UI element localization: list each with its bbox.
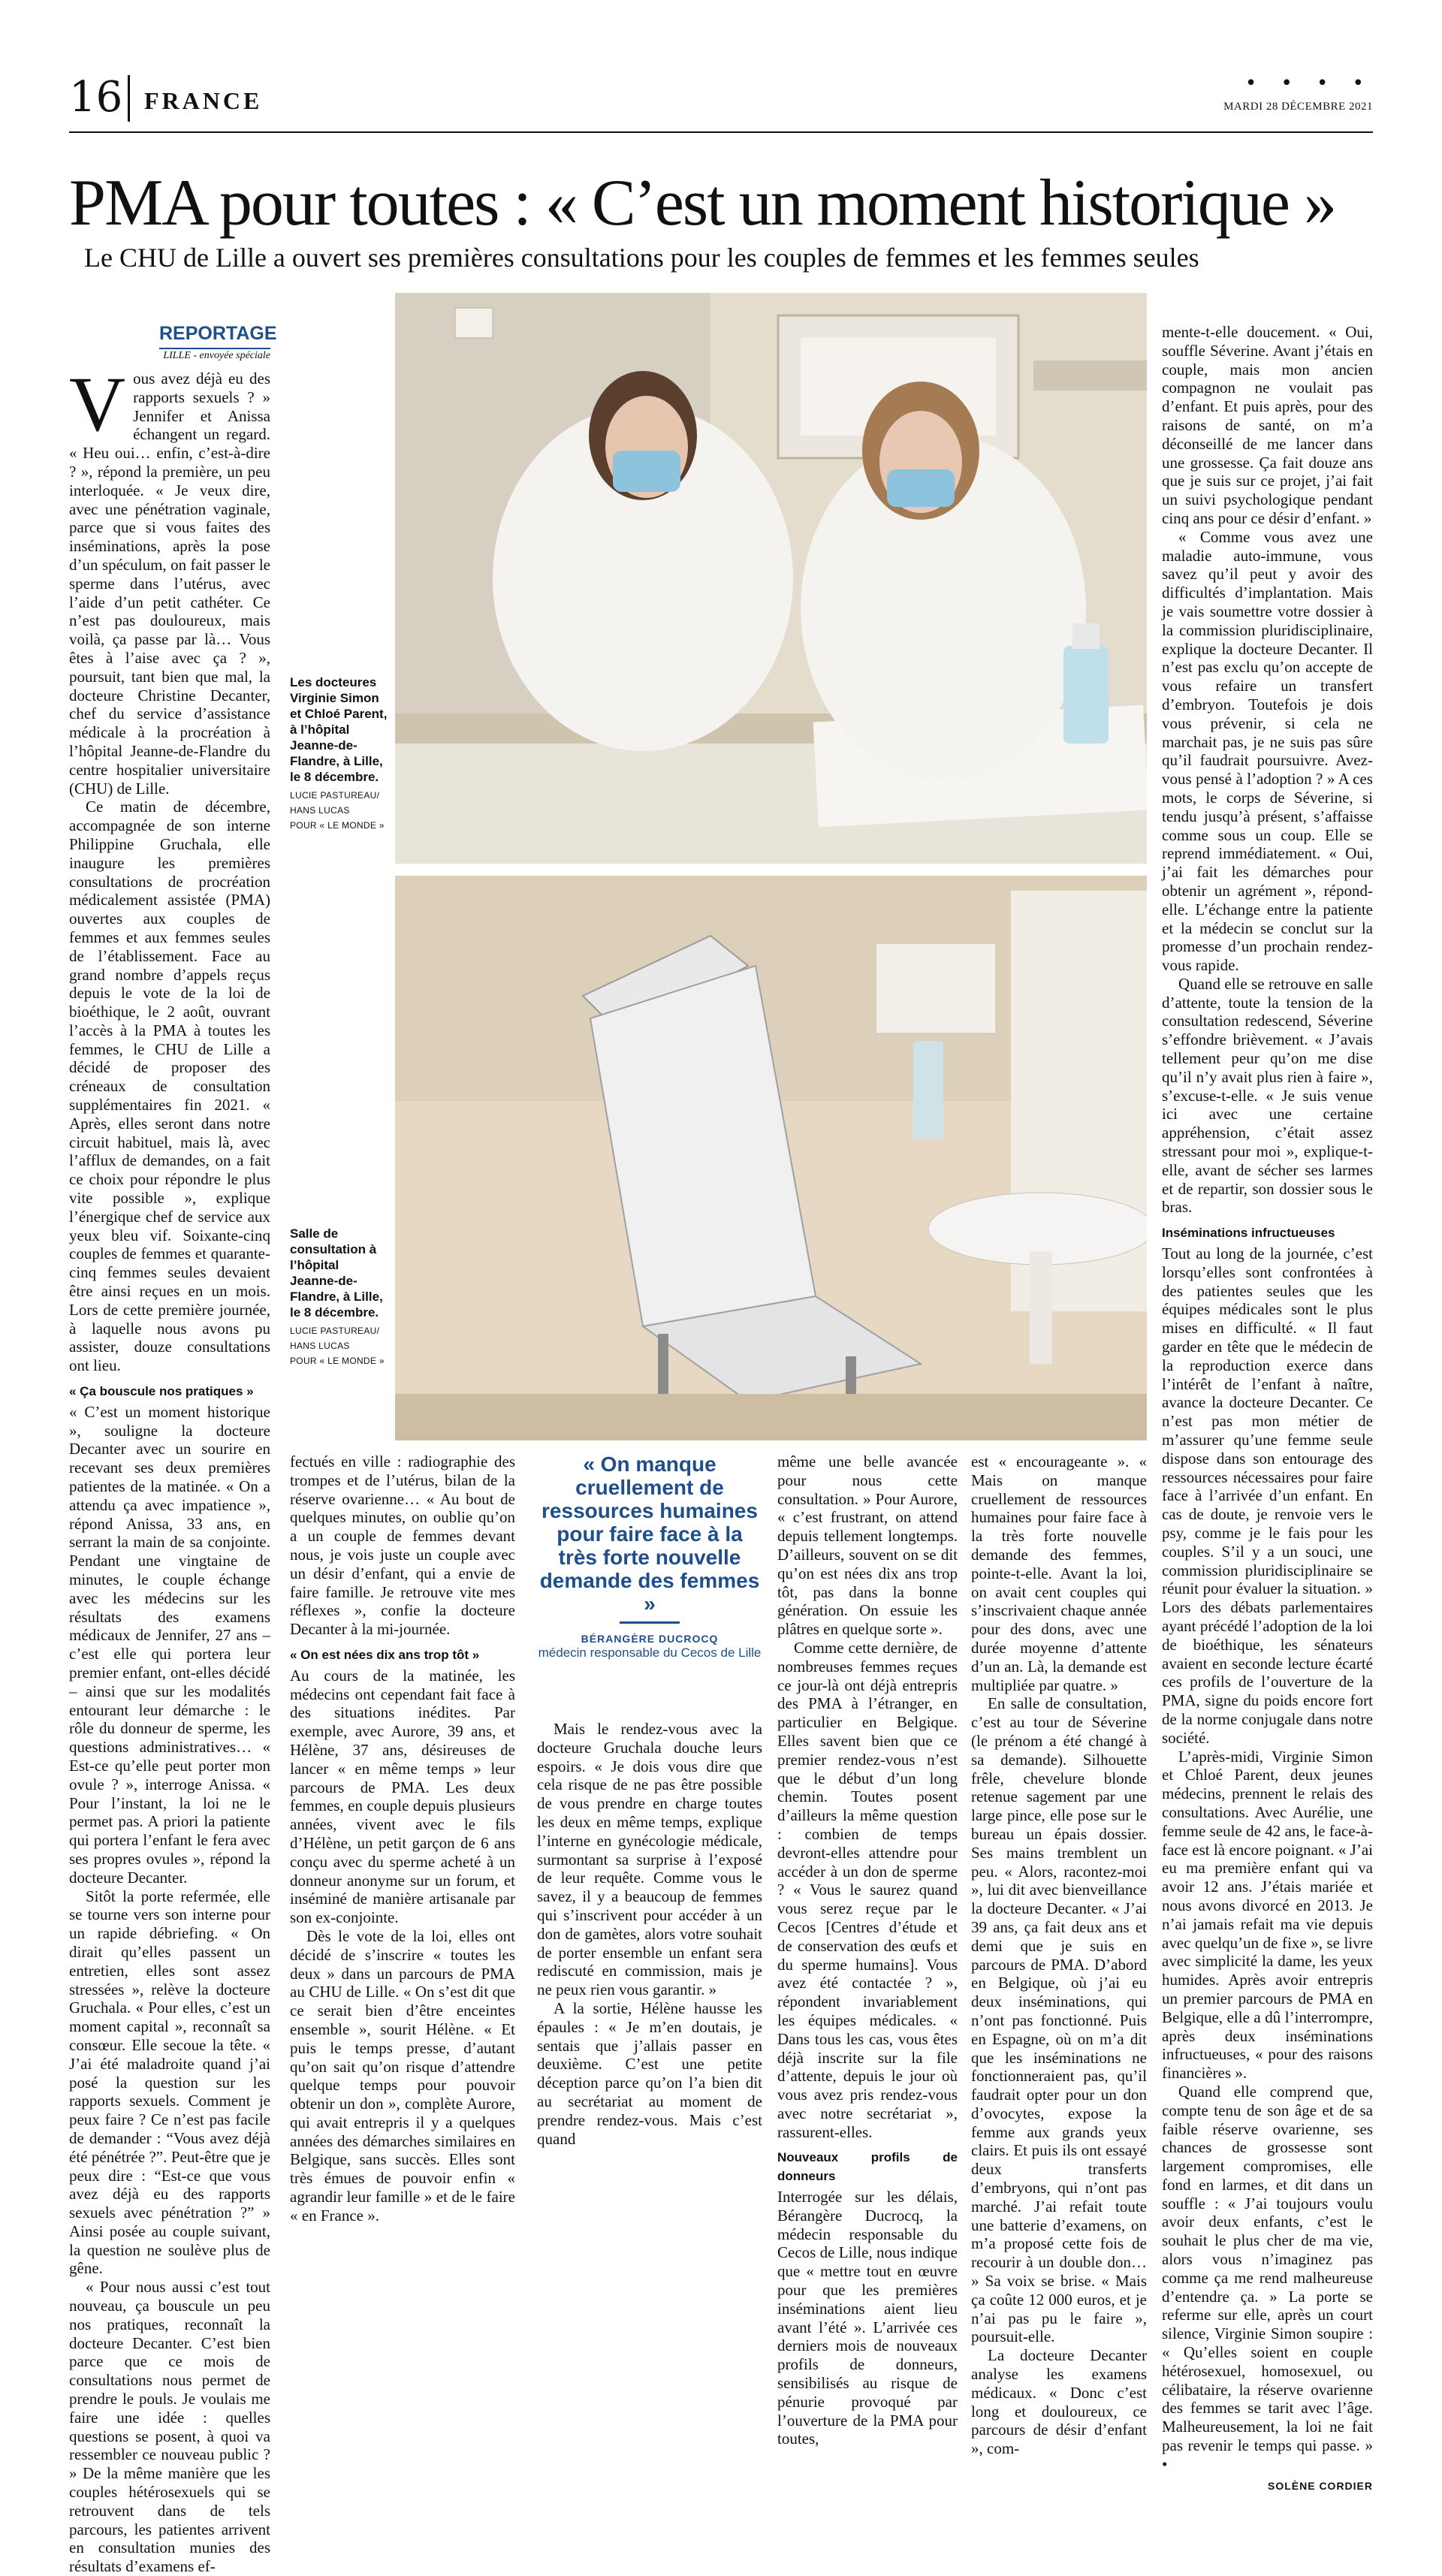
header-rule [69,131,1373,133]
paragraph: A la sortie, Hélène hausse les épaules : « Je m’en doutais, je sentais que j’allais passer en deuxième. C’est une petite déception parce qu’on l’a bien dit au secrétariat au moment de prendre rendez-vous. Mais c’est quand [537,1998,762,2148]
publication-date: MARDI 28 DÉCEMBRE 2021 [1223,101,1373,113]
headline: PMA pour toutes : « C’est un moment historique » [69,167,1335,240]
pull-quote-rule [620,1621,680,1624]
photo-doctors-illustration [395,293,1147,864]
page-number-divider [128,75,130,122]
paragraph: Quand elle comprend que, compte tenu de son âge et de sa faible réserve ovarienne, ses chances de grossesse sont largement compromises, elle fond en larmes, et dit dans un souffle : « J’ai toujours voulu avoir deux enfants, c’est le souhait le plus cher de ma vie, alors vous n’imaginez pas comme ça me rend malheureuse d’entendre ça. » La porte se referme sur elle, après un court silence, Virginie Simon soupire : « Qu’elles soient en couple hétérosexuel, homosexuel, ou célibataire, la réserve ovarienne des femmes se tarit avec l’âge. Malheureusement, la loi ne fait pas revenir le temps qui passe. » • [1162,2082,1373,2473]
paragraph: mente-t-elle doucement. « Oui, souffle Séverine. Avant j’étais en couple, mais mon ancien compagnon ne voulait pas d’enfant. Et puis après, pour des raisons de santé, on m’a déconseillé de me lancer dans une grossesse. Ça fait douze ans que je suis sur ce projet, j’ai fait un suivi psychologique pendant cinq ans pour ce désir d’enfant. » [1162,323,1373,527]
photo-2-credit-line-3: POUR « LE MONDE » [290,1356,385,1366]
paragraph: Interrogée sur les délais, Bérangère Ducrocq, la médecin responsable du Cecos de Lille, nous indique que « mettre tout en œuvre pour que les premières inséminations aient lieu avant l’été ». L’arrivée ces derniers mois de nouveaux profils de donneurs, sensibilisés au risque de pénurie provoqué par l’ouverture de la PMA pour toutes, [777,2188,958,2448]
photo-1-credit-line-2: HANS LUCAS [290,805,350,816]
pull-quote-text: « On manque cruellement de ressources humaines pour faire face à la très forte nouvelle demande des femmes » [539,1452,760,1615]
photo-doctors [395,293,1147,864]
photo-2-credit-line-2: HANS LUCAS [290,1341,350,1351]
lead-paragraph [69,361,270,798]
section-label: FRANCE [144,87,263,114]
intertitle: Inséminations infructueuses [1162,1226,1335,1241]
pull-quote [537,1452,762,1661]
paragraph: Ce matin de décembre, accompagnée de son interne Philippine Gruchala, elle inaugure les premières consultations de procréation médicalement assistée (PMA) ouvertes aux couples de femmes et aux femmes seules de l’établissement. Face au grand nombre d’appels reçus depuis le vote de la loi de bioéthique, le 2 août, ouvrant l’accès à la PMA à toutes les femmes, le CHU de Lille a décidé de proposer des créneaux de consultation supplémentaires fin 2021. « Après, elles seront dans notre circuit habituel, mais là, avec l’afflux de demandes, on a fait ce choix pour répondre le plus vite possible », explique l’énergique chef de service aux yeux bleu vif. Soixante-cinq couples de femmes et quarante-cinq femmes seules devaient être ainsi reçues en un mois. Lors de cette première journée, à laquelle nous avons pu assister, douze consultations ont lieu. [69,798,270,1375]
paragraph: En salle de consultation, c’est au tour de Séverine (le prénom a été changé à sa demande). Silhouette frêle, chevelure blonde retenue sagement par une large pince, elle pose sur le bureau un épais dossier. Ses mains tremblent un peu. « Alors, racontez-moi », lui dit avec bienveillance la docteure Decanter. « J’ai 39 ans, ça fait deux ans et demi que je suis en parcours de PMA. D’abord en Belgique, où j’ai eu deux inséminations, qui n’ont pas fonctionné. Puis en Espagne, où on m’a dit que les inséminations ne fonctionneraient pas, qu’il faudrait opter pour un don d’ovocytes, expose la femme aux grands yeux clairs. Et puis ils ont essayé deux transferts d’embryons, qui n’ont pas marché. J’ai refait toute une batterie d’examens, on m’a proposé cette fois de recourir à un double don… » Sa voix se brise. « Mais ça coûte 12 000 euros, et je n’ai pas pu le faire », poursuit-elle. [971,1694,1147,2346]
article-column-5 [971,1452,1147,2458]
photo-consultation-room-illustration [395,876,1147,1440]
page-number: 16 [69,73,123,122]
photo-1-caption-wrapper [290,674,389,833]
paragraph: Sitôt la porte refermée, elle se tourne vers son interne pour un rapide débriefing. « On dirait qu’elles passent un entretien, elles sont assez stressées », relève la docteure Gruchala. « Pour elles, c’est un moment capital », reconnaît sa consœur. Elle secoue la tête. « J’ai été maladroite quand j’ai posé la question sur les rapports sexuels. Comment je peux faire ? Ce n’est pas facile de demander : “Vous avez déjà été pénétrée ?”. Peut-être que je peux dire : “Est-ce que vous avez déjà eu des rapports sexuels avec pénétration ?” » Ainsi posée au couple suivant, la question ne soulève plus de gêne. [69,1887,270,2278]
article-column-2 [290,1452,515,2225]
subheadline: Le CHU de Lille a ouvert ses premières consultations pour les couples de femmes et les femmes seules [84,243,1199,273]
article-column-1 [69,361,270,2576]
paragraph: Mais le rendez-vous avec la docteure Gruchala douche leurs espoirs. « Je dois vous dire que cela risque de ne pas être possible de vous prendre en charge toutes les deux en même temps, explique l’interne en gynécologie médicale, surmontant sa surprise à l’exposé de leur requête. Comme vous le savez, il y a beaucoup de femmes qui s’inscrivent pour accéder à un don de gamètes, alors votre souhait de porter ensemble un enfant sera rediscuté en commission, mais je ne peux rien vous garantir. » [537,1720,762,1999]
intertitle: « Ça bouscule nos pratiques » [69,1384,254,1399]
masthead-dots: • • • • [1244,72,1373,95]
intertitle: Nouveaux profils de donneurs [777,2150,958,2184]
article-column-3 [537,1720,762,2148]
rubric-label: REPORTAGE [159,323,270,349]
paragraph-text: ous avez déjà eu des rapports sexuels ? » Jennifer et Anissa échangent un regard. « Heu oui… enfin, c’est-à-dire ? », répond la première, un peu interloquée. « Je veux dire, avec une pénétration vaginale, parce que si vous faites des inséminations, après la pose d’un spéculum, on fait passer le sperme dans l’utérus, avec l’aide d’un petit cathéter. Ce n’est pas douloureux, mais voilà, ça passe par là… Vous êtes à l’aise avec ça ? », poursuit, tant bien que mal, la docteure Christine Decanter, chef du service d’assistance médicale à la procréation à l’hôpital Jeanne-de-Flandre du centre hospitalier universitaire (CHU) de Lille. [69,370,270,798]
paragraph: Quand elle se retrouve en salle d’attente, toute la tension de la consultation redescend, Séverine s’effondre brièvement. « J’avais tellement peur qu’on me dise qu’il n’y avait plus rien à faire », s’excuse-t-elle. « Je suis venue ici avec une certaine appréhension, c’était assez stressant pour moi », explique-t-elle, avant de sécher ses larmes et de repartir, son dossier sous le bras. [1162,974,1373,1217]
paragraph: Tout au long de la journée, c’est lorsqu’elles sont confrontées à des patientes seules que les équipes médicales sont le plus mises en difficulté. « Il faut garder en tête que le médecin de la reproduction exerce dans l’intérêt de l’enfant à naître, avance la docteure Decanter. Ce n’est pas mon métier de m’assurer qu’une femme seule dispose dans son entourage des ressources nécessaires pour faire face à l’arrivée d’un enfant. En cas de doute, je renvoie vers le psy, comme je le fais pour les couples. S’il y a un souci, une commission pluridisciplinaire se réunit pour évaluer la situation. » Lors des débats parlementaires ayant précédé l’adoption de la loi de bioéthique, les sénateurs avaient en seconde lecture écarté ces profils de l’ouverture de la PMA, signe du poids encore fort de la norme conjugale dans notre société. [1162,1244,1373,1747]
paragraph: La docteure Decanter analyse les examens médicaux. « Donc c’est long et douloureux, ce parcours de désir d’enfant », com- [971,2346,1147,2458]
paragraph: Au cours de la matinée, les médecins ont cependant fait face à des situations inédites. Par exemple, avec Aurore, 39 ans, et Hélène, 37 ans, désireuses de lancer « en même temps » leur parcours de PMA. Les deux femmes, en couple depuis plusieurs années, vivent avec le fils d’Hélène, un petit garçon de 6 ans conçu avec du sperme acheté à un donneur anonyme sur un forum, et inséminé de manière artisanale par son ex-conjointe. [290,1666,515,1927]
article-column-6 [1162,323,1373,2495]
paragraph: Dès le vote de la loi, elles ont décidé de s’inscrire « toutes les deux » dans un parcours de PMA au CHU de Lille. « On s’est dit que ce serait bien d’être enceintes ensemble », sourit Hélène. « Et puis le temps presse, d’autant qu’on sait qu’on risque d’attendre quelque temps pour pouvoir obtenir un don », complète Aurore, qui avait entrepris il y a quelques années des démarches similaires en Belgique, sans succès. Elles sont très émues de pouvoir enfin « agrandir leur famille » et de le faire « en France ». [290,1926,515,2225]
photo-1-credit-line-3: POUR « LE MONDE » [290,820,385,831]
paragraph: « C’est un moment historique », souligne la docteure Decanter avec un sourire en recevant ses deux premières patientes de la matinée. « On a attendu ça avec impatience », répond Anissa, 33 ans, en serrant la main de sa conjointe. Pendant une vingtaine de minutes, le couple échange avec les médecins sur les résultats des examens médicaux de Jennifer, 27 ans – c’est elle qui portera leur premier enfant, ont-elles décidé – ainsi que sur les modalités entourant leur démarche : le rôle du donneur de sperme, les questions administratives… « Est-ce qu’elle peut porter mon ovule ? », interroge Anissa. « Pour l’instant, la loi ne le permet pas. A priori la patiente qui portera l’enfant le fera avec ses propres ovules », répond la docteure Decanter. [69,1402,270,1887]
photo-1-caption-text: Les docteures Virginie Simon et Chloé Parent, à l’hôpital Jeanne-de-Flandre, à Lille, le 8 décembre. [290,675,388,784]
pull-quote-author: BÉRANGÈRE DUCROCQ [581,1633,719,1645]
article-column-4 [777,1452,958,2448]
paragraph: « Comme vous avez une maladie auto-immune, vous savez qu’il peut y avoir des difficultés d’implantation. Mais je vais soumettre votre dossier à la commission pluridisciplinaire, explique la docteure Decanter. Il n’est pas exclu qu’on accepte de vous refaire un transfert d’embryon. Toutefois je dois vous prévenir, si cela ne marchait pas, je ne suis pas sûre qu’il faudrait poursuivre. Avez-vous pensé à l’adoption ? » A ces mots, le corps de Séverine, si tendu jusqu’à présent, s’affaisse comme sous un coup. Elle se reprend immédiatement. « Oui, j’ai fait les démarches pour obtenir un agrément », répond-elle. L’échange entre la patiente et la médecin se conclut sur la promesse d’un prochain rendez-vous rapide. [1162,527,1373,975]
paragraph: L’après-midi, Virginie Simon et Chloé Parent, deux jeunes médecins, prennent le relais des consultations. Avec Aurélie, une femme seule de 42 ans, le face-à-face est là encore poignant. « J’ai eu ma première enfant qui va avoir 12 ans. J’étais mariée et nous avons divorcé en 2013. Je n’ai jamais refait ma vie depuis avec quelqu’un de fixe », se livre avec simplicité la dame, les yeux humides. Après avoir entrepris un premier parcours de PMA en Belgique, elle a dû l’interrompre, après deux inséminations infructueuses, « pour des raisons financières ». [1162,1747,1373,2083]
paragraph: Comme cette dernière, de nombreuses femmes reçues ce jour-là ont déjà entrepris des PMA à l’étranger, en particulier en Belgique. Elles savent bien que ce premier rendez-vous n’est que le début d’un long chemin. Toutes posent d’ailleurs la même question : combien de temps devront-elles attendre pour accéder à un don de sperme ? « Vous le saurez quand vous serez reçue par le Cecos [Centres d’étude et de conservation des œufs et du sperme humains]. Vous avez été contactée ? », répondent invariablement les équipes médicales. « Dans tous les cas, vous êtes déjà inscrite sur la file d’attente, depuis le jour où vous avez pris rendez-vous avec notre secrétariat », rassurent-elles. [777,1638,958,2141]
pull-quote-role: médecin responsable du Cecos de Lille [538,1645,762,1660]
paragraph: est « encourageante ». « Mais on manque cruellement de ressources humaines pour faire face à la très forte nouvelle demande des femmes, pointe-t-elle. Avant la loi, on avait cent couples qui s’inscrivaient chaque année pour des dons, avec une durée moyenne d’attente d’un an. Là, la demande est multipliée par quatre. » [971,1452,1147,1694]
photo-2-caption-wrapper [290,1226,389,1368]
photo-1-credit-line-1: LUCIE PASTUREAU/ [290,790,380,801]
photo-2-credit-line-1: LUCIE PASTUREAU/ [290,1326,380,1336]
paragraph: fectués en ville : radiographie des trompes et de l’utérus, bilan de la réserve ovarienne… « Au bout de quelques minutes, on oublie qu’on a un couple de femmes devant nous, je vois juste un couple avec un désir d’enfant, qui a envie de faire famille. Je retrouve vite mes réflexes », confie la docteure Decanter à la mi-journée. [290,1452,515,1639]
paragraph: « Pour nous aussi c’est tout nouveau, ça bouscule un peu nos pratiques, reconnaît la docteure Decanter. C’est bien parce que ce mois de consultations nous permet de prendre le pouls. Je voulais me faire une idée : quelles questions se posent, à quoi va ressembler ce nouveau public ? » De la même manière que les couples hétérosexuels qui se retrouvent dans de tels parcours, les patientes arrivent en consultation munies des résultats d’examens ef- [69,2278,270,2576]
dateline: LILLE - envoyée spéciale [163,350,270,361]
paragraph: même une belle avancée pour nous cette consultation. » Pour Aurore, « c’est frustrant, on attend depuis tellement longtemps. D’ailleurs, souvent on se dit qu’on est nées dix ans trop tôt, pas dans la bonne génération. On essuie les plâtres en quelque sorte ». [777,1452,958,1639]
photo-2-caption-text: Salle de consultation à l’hôpital Jeanne-de-Flandre, à Lille, le 8 décembre. [290,1226,383,1320]
intertitle: « On est nées dix ans trop tôt » [290,1647,480,1662]
photo-consultation-room [395,876,1147,1440]
author-signature: SOLÈNE CORDIER [1267,2479,1373,2492]
dropcap: V [69,361,126,448]
